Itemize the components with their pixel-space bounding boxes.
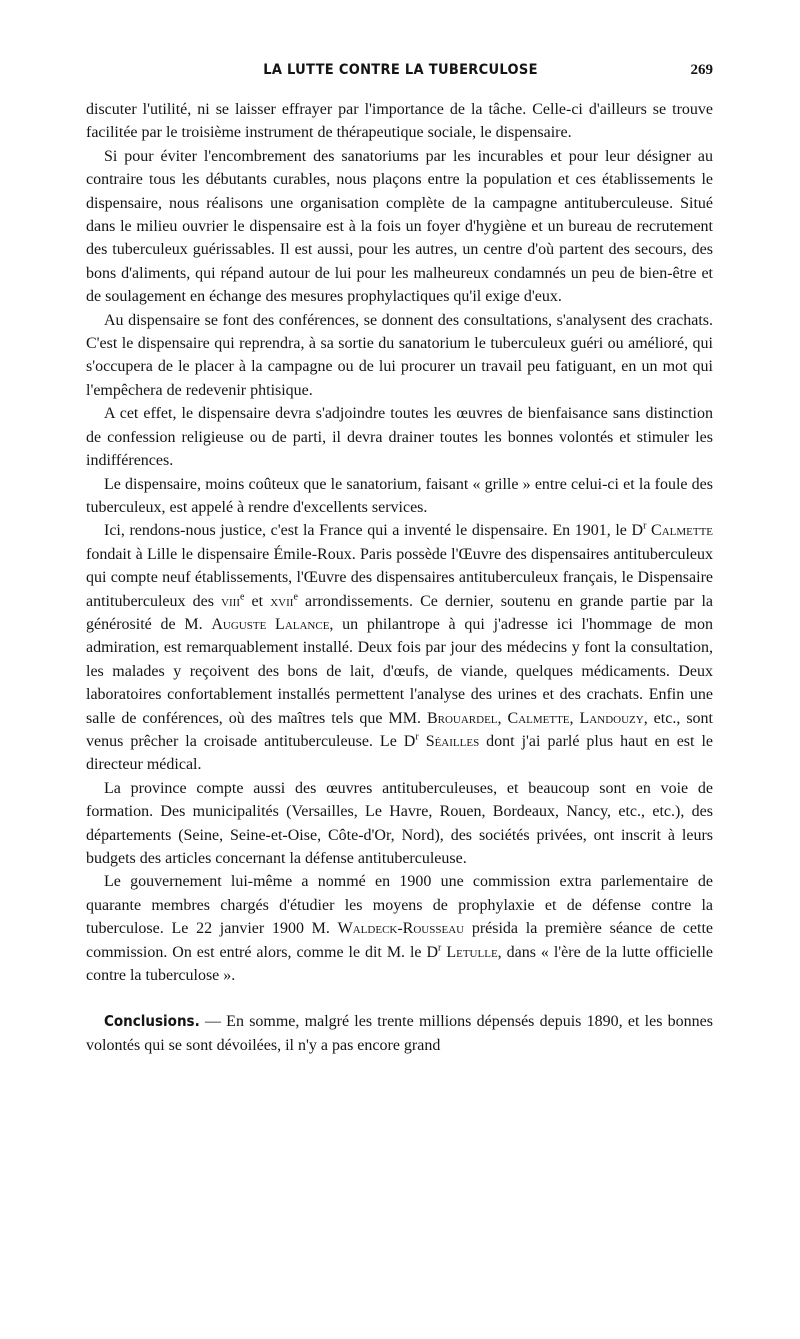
author-name: Landouzy <box>579 709 644 727</box>
author-name: Calmette <box>507 709 570 727</box>
text-run <box>419 733 426 750</box>
author-name: Letulle <box>446 943 498 961</box>
text-run: Ici, rendons-nous justice, c'est la France qui a inventé le dispensaire. En 1901, le D <box>104 522 644 540</box>
text-run: — En somme, malgré les trente millions dépensés depuis 1890, et les bonnes volontés qui se sont dévoilées, il n'y a pas encore grand <box>86 1013 713 1054</box>
paragraph-france-dispensaire <box>86 519 713 776</box>
author-name: Séailles <box>425 732 480 750</box>
roman-numeral: viii <box>221 592 240 610</box>
page-number: 269 <box>690 62 713 78</box>
text-run: présida la première séance de cette commission. On est entré alors, comme le dit M. le D <box>86 920 713 961</box>
text-run: , <box>497 709 508 727</box>
paragraph-province: La province compte aussi des œuvres antituberculeuses, et beaucoup sont en voie de formation. Des municipalités (Versailles, Le Havre, Rouen, Bordeaux, Nancy, etc., etc.), des départements (Seine, Seine-et-Oise, Côte-d'Or, Nord), des sociétés privées, ont inscrit à leurs budgets des articles concernant la défense antituberculeuse. <box>86 779 713 867</box>
text-run: , etc., sont venus prêcher la croisade antituberculeuse. Le D <box>86 709 713 750</box>
text-run: Le gouvernement lui-même a nommé en 1900 une commission extra parlementaire de quarante membres chargés d'étudier les moyens de prophylaxie et de défense contre la tuberculose. Le 22 janvier 1900 M. <box>86 873 713 938</box>
author-name: Calmette <box>651 522 714 540</box>
running-title: LA LUTTE CONTRE LA TUBERCULOSE <box>263 62 538 78</box>
paragraph-conclusions <box>86 1010 713 1057</box>
paragraph-cout: Le dispensaire, moins coûteux que le sanatorium, faisant « grille » entre celui-ci et la foule des tuberculeux, est appelé à rendre d'excellents services. <box>86 475 713 516</box>
paragraph-bienfaisance: A cet effet, le dispensaire devra s'adjoindre toutes les œuvres de bienfaisance sans distinction de confession religieuse ou de parti, il devra drainer toutes les bonnes volontés et stimuler les indifférences. <box>86 405 713 470</box>
author-name: Auguste Lalance <box>211 615 330 633</box>
section-heading: Conclusions. <box>104 1012 200 1031</box>
text-run: dont j'ai parlé plus haut en est le directeur médical. <box>86 732 714 774</box>
body-text <box>86 98 713 1057</box>
author-name: Waldeck-Rousseau <box>337 920 465 938</box>
text-run: , <box>569 709 580 727</box>
superscript: e <box>240 591 245 603</box>
paragraph-dispensaire-organisation: Si pour éviter l'encombrement des sanatoriums par les incurables et pour leur désigner au contraire tous les débutants curables, nous plaçons entre la population et ces établissements le dispensaire, nous réalisons une organisation complète de la campagne antituberculeuse. Situé dans le milieu ouvrier le dispensaire est à la fois un foyer d'hygiène et un bureau de recrutement des tuberculeux guérissables. Il est aussi, pour les autres, un centre d'où partent des secours, des bons d'aliments, qui répand autour de lui pour les malheureux condamnés un peu de bien-être et de soulagement en échange des mesures prophylactiques qu'il exige d'eux. <box>86 147 713 306</box>
text-run: , un philantrope à qui j'adresse ici l'hommage de mon admiration, est remarquablement installé. Deux fois par jour des médecins y font la consultation, les malades y reçoivent des bons de lait, d'œufs, de viande, quelques médicaments. Deux laboratoires confortablement installés permettent l'analyse des urines et des crachats. Enfin une salle de conférences, où des maîtres tels que MM. <box>86 615 713 727</box>
paragraph-gouvernement <box>86 870 713 987</box>
superscript: r <box>643 520 647 532</box>
text-run: arrondissements. Ce dernier, soutenu en grande partie par la générosité de M. <box>86 592 714 633</box>
author-name: Brouardel <box>426 709 498 727</box>
paragraph-dispensaire-services: Au dispensaire se font des conférences, se donnent des consultations, s'analysent des crachats. C'est le dispensaire qui reprendra, à sa sortie du sanatorium le tuberculeux guéri ou amélioré, qui s'occupera de le placer à la campagne ou de lui procurer un travail peu fatiguant, en un mot qui l'empêchera de redevenir phtisique. <box>86 311 713 399</box>
text-run: fondait à Lille le dispensaire Émile-Roux. Paris possède l'Œuvre des dispensaires antituberculeux qui compte neuf établissements, l'Œuvre des dispensaires antituberculeux français, le Dispensaire antituberculeux des <box>86 545 713 610</box>
superscript: r <box>438 942 442 954</box>
text-run: , dans « l'ère de la lutte officielle contre la tuberculose ». <box>86 943 714 985</box>
text-run: et <box>244 592 271 610</box>
paragraph-continuation: discuter l'utilité, ni se laisser effrayer par l'importance de la tâche. Celle-ci d'ailleurs se trouve facilitée par le troisième instrument de thérapeutique sociale, le dispensaire. <box>86 101 713 142</box>
superscript: e <box>293 591 298 603</box>
superscript: r <box>415 731 419 743</box>
roman-numeral: xvii <box>270 592 294 610</box>
running-header <box>88 62 713 88</box>
